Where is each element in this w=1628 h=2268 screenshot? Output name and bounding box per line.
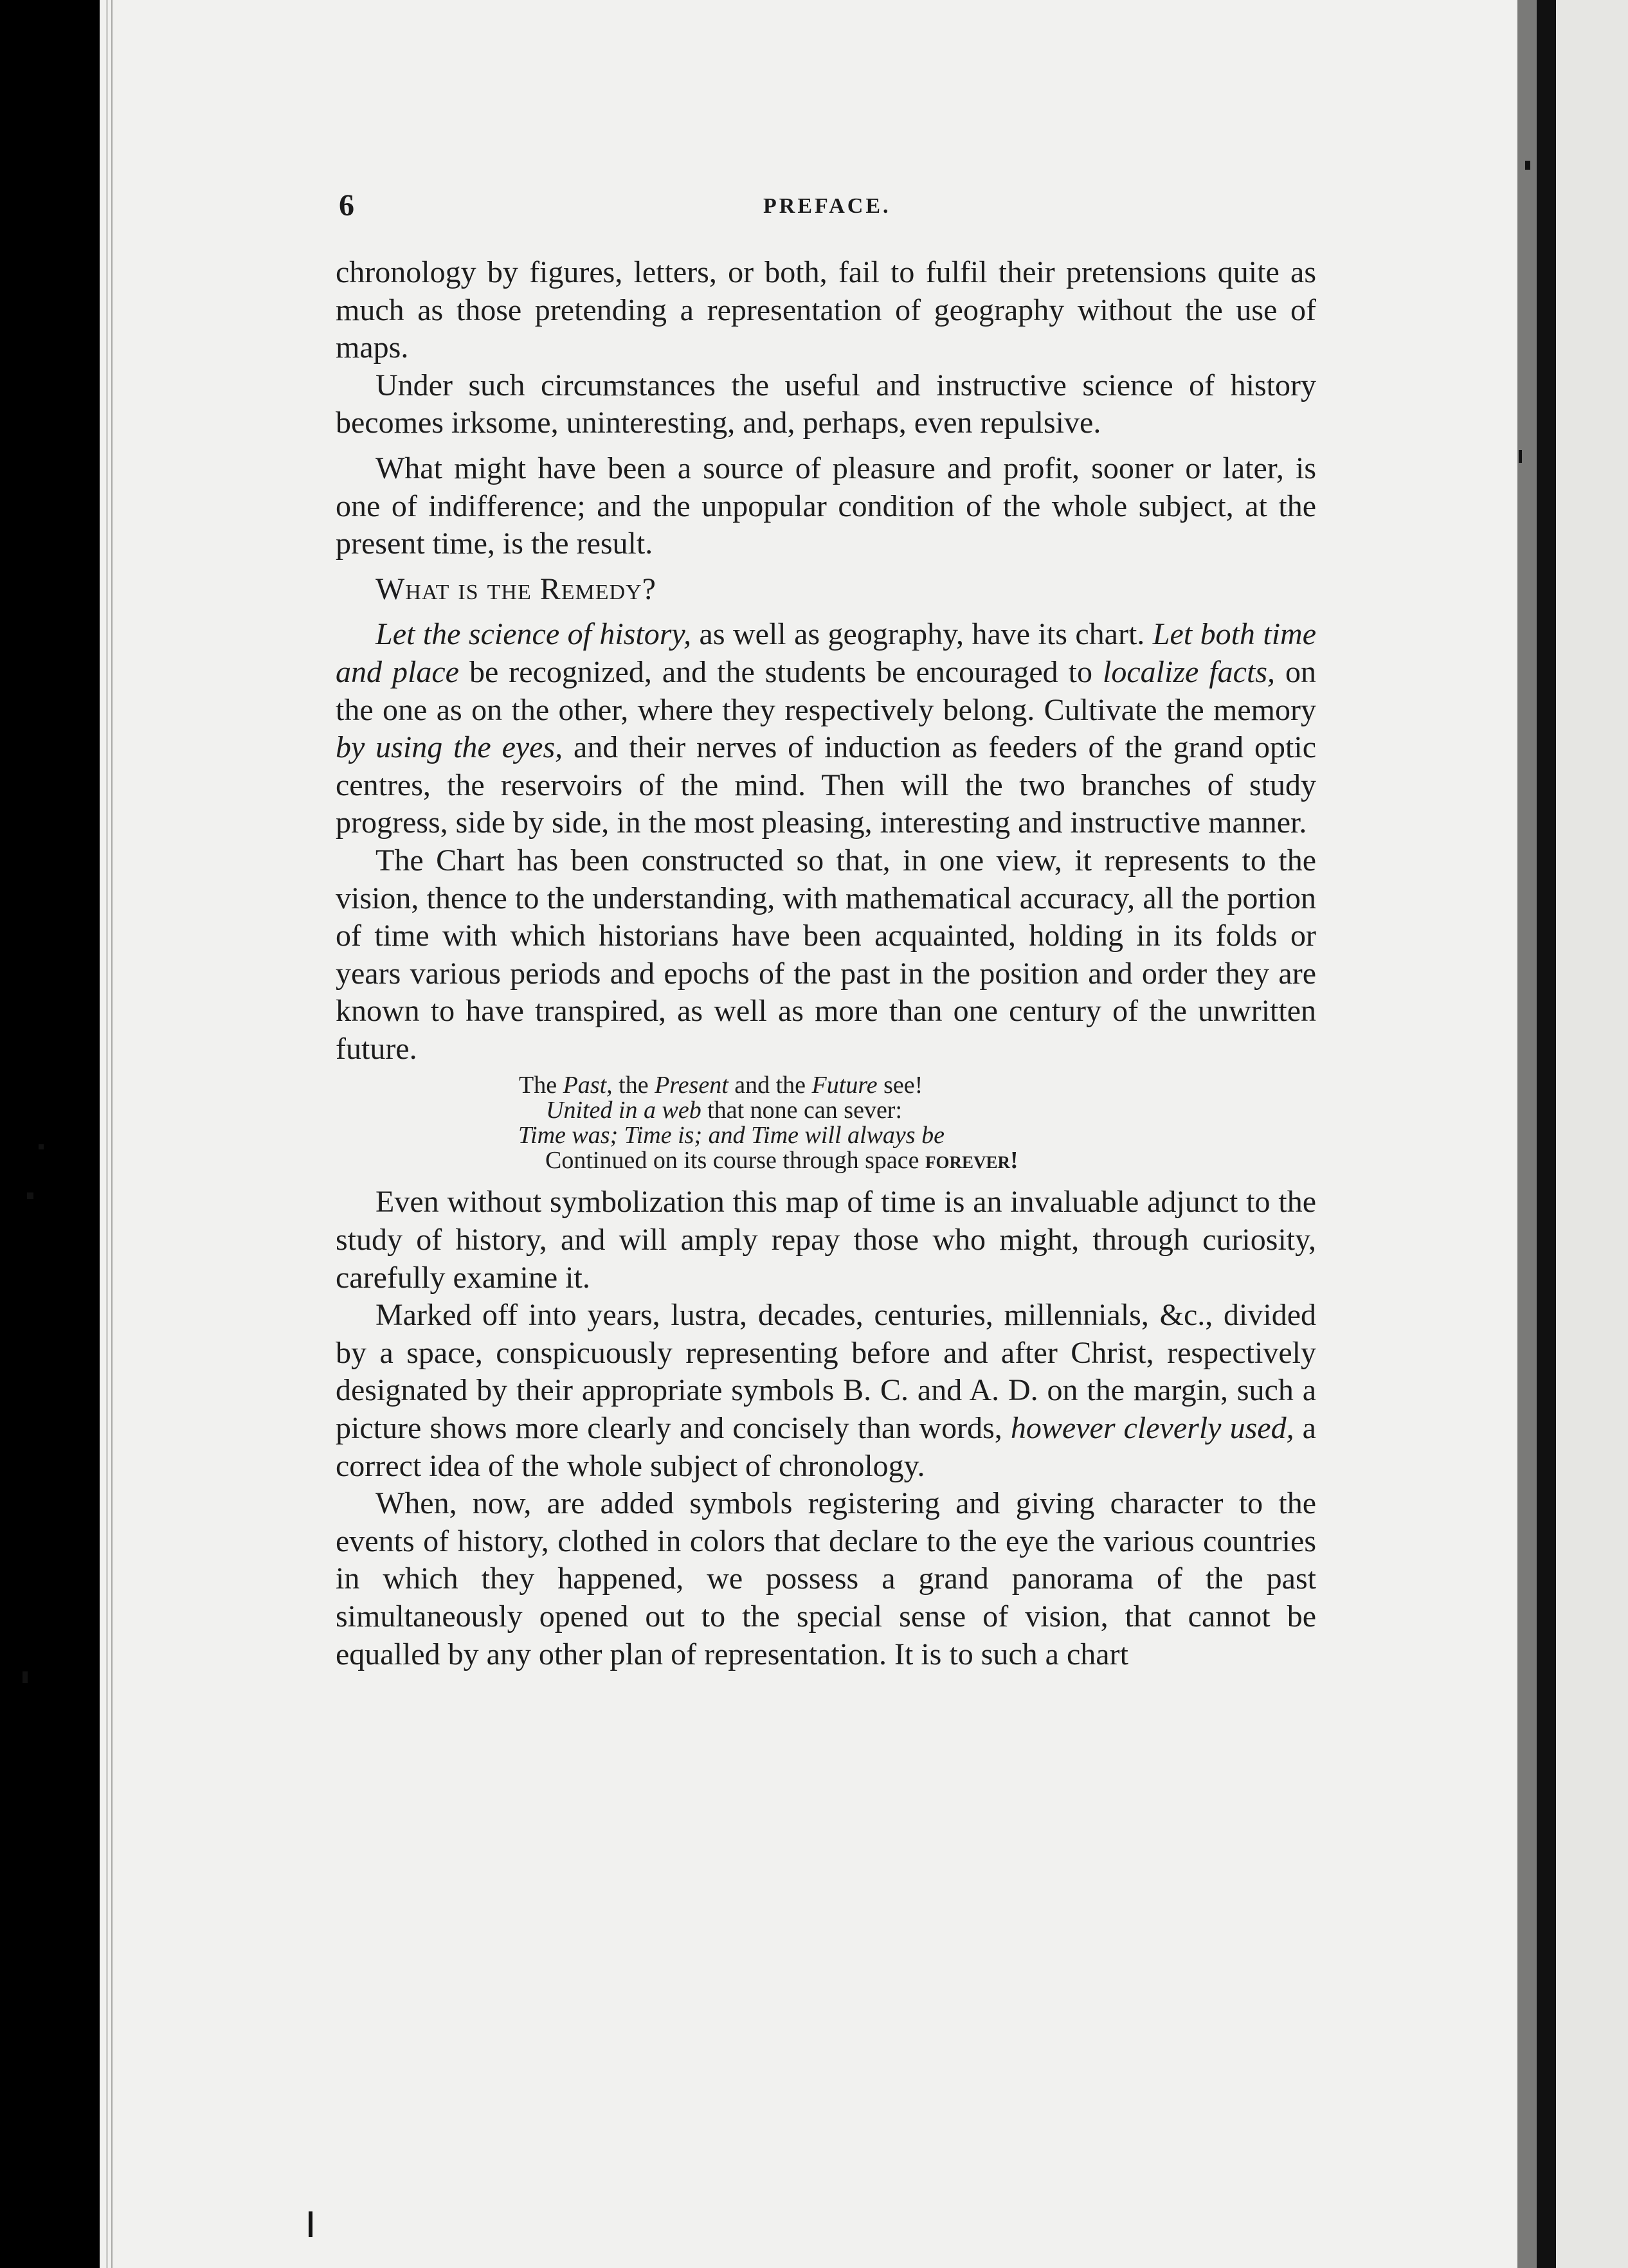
text-run: and their nerves of induction as feeders of the grand optic centres, the reservoirs of the mind. Then will the two branches of study progress, side by side, in the most pleasing, interesting and instructive manner. xyxy=(336,730,1316,840)
italic-phrase: by using the eyes, xyxy=(336,730,563,765)
italic-phrase: Let the science of history, xyxy=(375,617,692,652)
page-header xyxy=(339,188,1323,226)
scan-speck xyxy=(39,1144,44,1149)
italic-phrase: however cleverly used, xyxy=(1010,1411,1294,1446)
body-text xyxy=(336,254,1316,1673)
text-run: and the xyxy=(728,1072,812,1099)
verse-line xyxy=(336,1073,1316,1098)
gutter-line xyxy=(106,0,108,2268)
paragraph: When, now, are added symbols registering and giving character to the events of history, clothed in colors that declare to the eye the various countries in which they happened, we possess a grand panorama of the past simultaneously opened out to the special sense of vision, that cannot be equalled by any other plan of representation. It is to such a chart xyxy=(336,1486,1316,1671)
verse-line xyxy=(336,1148,1316,1173)
text-run: that none can sever: xyxy=(701,1097,903,1124)
text-run: a correct idea of the whole subject of chronology. xyxy=(336,1411,1316,1483)
scan-speck xyxy=(23,1671,28,1683)
text-run: as well as geography, have its chart. xyxy=(691,617,1153,652)
italic-phrase: Let both time and place xyxy=(336,617,1317,689)
text-run: the xyxy=(612,1072,655,1099)
text-run: on the one as on the other, where they respectively belong. Cultivate the memory xyxy=(336,654,1317,727)
paragraph: Even without symbolization this map of time is an invaluable adjunct to the study of history, and will amply repay those who might, through curiosity, carefully examine it. xyxy=(336,1185,1316,1295)
paragraph: The Chart has been constructed so that, in one view, it represents to the vision, thence to the understanding, with mathematical accuracy, all the portion of time with which historians have been acquainted, holding in its folds or years various periods and epochs of the past in the position and order they are known to have transpired, as well as more than one century of the unwritten future. xyxy=(336,843,1316,1066)
italic-phrase: localize facts, xyxy=(1103,654,1275,689)
verse-line xyxy=(336,1123,1316,1148)
running-head: PREFACE. xyxy=(763,194,891,218)
gutter-line xyxy=(111,0,113,2268)
paragraph xyxy=(336,616,1316,842)
paragraph: Under such circumstances the useful and instructive science of history becomes irksome, uninteresting, and, perhaps, even repulsive. xyxy=(336,368,1316,440)
italic-phrase: Time was; Time is; and Time will always be xyxy=(518,1122,945,1149)
paragraph xyxy=(336,1297,1316,1485)
text-run: Marked off into years, lustra, decades, centuries, millennials, &c., divided by a space, conspicuously representing before and after Christ, respectively designated by their appropriate symbols B. C. and A. D. on the margin, such a picture shows more clearly and concisely than words, xyxy=(336,1298,1316,1446)
scan-speck xyxy=(27,1192,33,1199)
next-page-edge xyxy=(1556,0,1628,2268)
paragraph: chronology by figures, letters, or both, fail to fulfil their pretensions quite as much as those pretending a representation of geography without the use of maps. xyxy=(336,255,1316,365)
verse-line xyxy=(336,1098,1316,1123)
text-run: be recognized, and the students be encouraged to xyxy=(458,654,1103,689)
text-run: The xyxy=(519,1072,563,1099)
italic-phrase: Future xyxy=(811,1072,878,1099)
page-edge xyxy=(1537,0,1556,2268)
small-caps-word: forever! xyxy=(925,1147,1018,1174)
text-run: see! xyxy=(877,1072,923,1099)
scan-speck xyxy=(1519,450,1522,463)
italic-phrase: Past, xyxy=(563,1072,613,1099)
scan-speck xyxy=(1525,161,1530,170)
page-number: 6 xyxy=(339,188,354,222)
italic-phrase: United in a web xyxy=(546,1097,701,1124)
section-heading: What is the Remedy? xyxy=(375,572,656,606)
italic-phrase: Present xyxy=(655,1072,728,1099)
paragraph: What might have been a source of pleasure and profit, sooner or later, is one of indifference; and the unpopular condition of the whole subject, at the present time, is the result. xyxy=(336,451,1316,561)
text-run: Continued on its course through space xyxy=(545,1147,926,1174)
verse xyxy=(336,1073,1316,1173)
page-edge-shadow xyxy=(1517,0,1537,2268)
scan-speck xyxy=(309,2211,312,2237)
